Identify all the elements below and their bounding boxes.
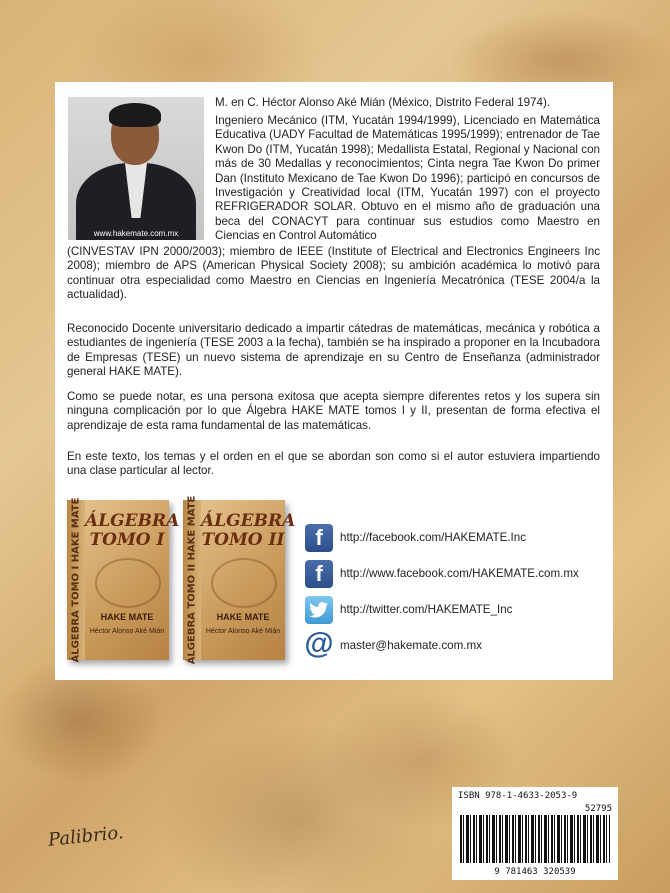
book-author: Héctor Alonso Aké Mián xyxy=(205,628,281,635)
facebook-icon: f xyxy=(305,524,333,552)
isbn-barcode xyxy=(452,787,618,880)
book-cover-tomo-2 xyxy=(183,495,296,665)
social-link-twitter[interactable]: http://twitter.com/HAKEMATE_Inc xyxy=(340,603,513,616)
book-author: Héctor Alonso Aké Mián xyxy=(89,628,165,635)
book-brand: HAKE MATE xyxy=(100,612,154,622)
price-code: 52795 xyxy=(584,804,612,814)
barcode-bars xyxy=(460,815,610,863)
book-cover-tomo-1 xyxy=(67,497,180,663)
paragraph-teaching: Reconocido Docente universitario dedicado a impartir cátedras de matemáticas, mecánica y robótica a estudiantes de ingeniería (TESE 2003 a la fecha), también se ha inspirado a proponer en la Incubadora de Empresas (TESE) un nuevo sistema de aprendizaje en su Centro de Enseñanza (administrador general HAKE MATE). xyxy=(67,322,600,379)
book-spine: ÁLGEBRA TOMO I HAKE MATE xyxy=(67,500,85,660)
isbn-label: ISBN 978-1-4633-2053-9 xyxy=(458,791,578,801)
book-ornament-icon xyxy=(95,558,161,608)
paragraph-text-approach: En este texto, los temas y el orden en el que se abordan son como si el autor estuviera impartiendo una clase particular al lector. xyxy=(67,450,600,478)
author-hair xyxy=(109,103,161,127)
author-bio-part1: Ingeniero Mecánico (ITM, Yucatán 1994/1999), Licenciado en Matemática Educativa (UADY Facultad de Matemáticas 1995/1999); entrenador de Tae Kwon Do (ITM, Yucatán 1998); Medallista Estatal, Regional y Nacional con más de 30 Medallas y reconocimientos; Cinta negra Tae Kwon Do primer Dan (Instituto Mexicano de Tae Kwon Do 1996); participó en concursos de Investigación y Creatividad local (ITM, Yucatán 1997) con el proyecto REFRIGERADOR SOLAR. Obtuvo en el mismo año de graduación una beca del CONACYT para continuar sus estudios como Maestro en Ciencias en Control Automático xyxy=(215,114,600,243)
content-panel xyxy=(55,82,613,680)
social-link-facebook-mx[interactable]: http://www.facebook.com/HAKEMATE.com.mx xyxy=(340,567,579,580)
book-ornament-icon xyxy=(211,558,277,608)
facebook-icon: f xyxy=(305,560,333,588)
social-link-facebook-inc[interactable]: http://facebook.com/HAKEMATE.Inc xyxy=(340,531,527,544)
paragraph-success: Como se puede notar, es una persona exitosa que acepta siempre diferentes retos y los supera sin ninguna complicación por lo que Álgebra HAKE MATE tomos I y II, presentan de forma efectiva el aprendizaje de esta rama fundamental de las matemáticas. xyxy=(67,390,600,432)
publisher-logo: Palibrio. xyxy=(47,822,125,851)
at-sign-icon: @ xyxy=(304,627,334,660)
photo-caption: www.hakemate.com.mx xyxy=(93,229,179,238)
author-header: M. en C. Héctor Alonso Aké Mián (México, Distrito Federal 1974). xyxy=(215,96,551,109)
barcode-number: 9 781463 320539 xyxy=(494,867,576,877)
twitter-icon xyxy=(305,596,333,624)
book-title: ÁLGEBRA TOMO I xyxy=(85,511,180,550)
author-bio-part2: (CINVESTAV IPN 2000/2003); miembro de IEEE (Institute of Electrical and Electronics Engineers Inc 2008); miembro de APS (American Physical Society 2008); su ambición académica lo motivó para continuar otra especialidad como Maestro en Ciencias en Ingeniería Mecatrónica (TESE 2004/a la actualidad). xyxy=(67,245,600,302)
book-brand: HAKE MATE xyxy=(216,612,270,622)
book-spine: ÁLGEBRA TOMO II HAKE MATE xyxy=(183,500,201,660)
author-photo xyxy=(68,97,204,240)
social-link-email[interactable]: master@hakemate.com.mx xyxy=(340,639,482,652)
book-title: ÁLGEBRA TOMO II xyxy=(201,511,296,550)
